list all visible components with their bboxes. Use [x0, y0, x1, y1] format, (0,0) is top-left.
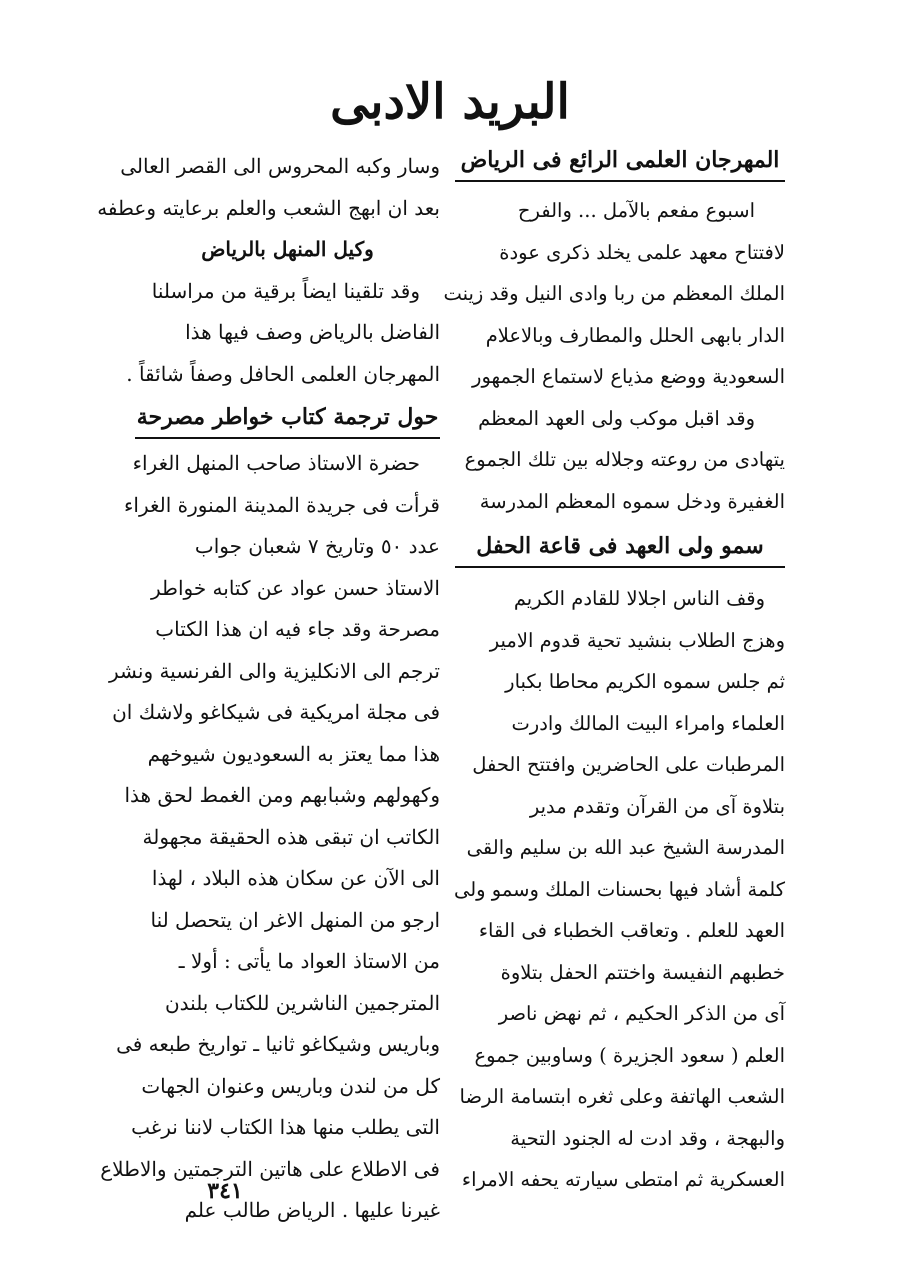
text-line: المهرجان العلمى الحافل وصفاً شائقاً .	[126, 361, 440, 386]
heading-underline	[135, 437, 440, 439]
section-heading-translation: حول ترجمة كتاب خواطر مصرحة	[136, 404, 439, 430]
right-column	[443, 140, 785, 1201]
text-line: الاستاذ حسن عواد عن كتابه خواطر	[150, 575, 440, 600]
text-line: الكاتب ان تبقى هذه الحقيقة مجهولة	[142, 824, 440, 849]
section-heading-festival: المهرجان العلمى الرائع فى الرياض	[460, 147, 780, 173]
text-line: بتلاوة آى من القرآن وتقدم مدير	[529, 794, 785, 818]
article-body-ceremony	[455, 578, 785, 1201]
article-body-continuation	[97, 146, 440, 395]
text-line: قرأت فى جريدة المدينة المنورة الغراء	[124, 492, 440, 517]
text-line: الملك المعظم من ربا وادى النيل وقد زينت	[443, 282, 785, 305]
section-heading-crown-prince: سمو ولى العهد فى قاعة الحفل	[476, 533, 764, 559]
text-line: الشعب الهاتفة وعلى ثغره ابتسامة الرضا	[459, 1085, 785, 1108]
text-line: التى يطلب منها هذا الكتاب لاننا نرغب	[131, 1115, 440, 1139]
text-line: كل من لندن وباريس وعنوان الجهات	[141, 1073, 440, 1098]
text-line: حضرة الاستاذ صاحب المنهل الغراء	[132, 451, 420, 475]
text-line: من الاستاذ العواد ما يأتى : أولا ـ	[178, 949, 440, 973]
text-line: المترجمين الناشرين للكتاب بلندن	[164, 990, 440, 1015]
text-line: الى الآن عن سكان هذه البلاد ، لهذا	[151, 866, 440, 890]
text-line: المرطبات على الحاضرين وافتتح الحفل	[472, 753, 785, 776]
text-line: الفاضل بالرياض وصف فيها هذا	[185, 320, 440, 344]
text-line: وهزج الطلاب بنشيد تحية قدوم الامير	[489, 628, 785, 652]
text-line: العلم ( سعود الجزيرة ) وساوبين جموع	[474, 1043, 785, 1067]
text-line: بعد ان ابهج الشعب والعلم برعايته وعطفه	[97, 195, 440, 220]
text-line: اسبوع مفعم بالآمل ... والفرح	[517, 199, 755, 222]
text-line: وباريس وشيكاغو ثانيا ـ تواريخ طبعه فى	[116, 1032, 440, 1056]
text-line: هذا مما يعتز به السعوديون شيوخهم	[147, 741, 440, 766]
page-title: البريد الادبى	[330, 74, 570, 130]
text-line: وقف الناس اجلالا للقادم الكريم	[513, 587, 765, 610]
text-line: لافتتاح معهد علمى يخلد ذكرى عودة	[499, 240, 785, 264]
article-body-translation	[100, 443, 440, 1232]
text-line: وقد اقبل موكب ولى العهد المعظم	[478, 406, 755, 430]
text-line: العسكرية ثم امتطى سيارته يحفه الامراء	[461, 1168, 785, 1191]
text-line: والبهجة ، وقد ادت له الجنود التحية	[510, 1126, 785, 1150]
text-line: العلماء وامراء البيت المالك وادرت	[511, 711, 785, 735]
left-column	[97, 140, 440, 1232]
signature-line: غيرنا عليها . الرياض طالب علم	[184, 1198, 440, 1222]
page-number: ٣٤١	[207, 1178, 243, 1204]
text-line: الغفيرة ودخل سموه المعظم المدرسة	[479, 489, 785, 513]
text-line: ترجم الى الانكليزية والى الفرنسية ونشر	[109, 658, 440, 683]
text-line: كلمة أشاد فيها بحسنات الملك وسمو ولى	[453, 877, 785, 901]
text-line: فى الاطلاع على هاتين الترجمتين والاطلاع	[100, 1156, 440, 1181]
text-line: عدد ٥٠ وتاريخ ٧ شعبان جواب	[194, 534, 440, 558]
text-line: فى مجلة امريكية فى شيكاغو ولاشك ان	[112, 700, 440, 724]
text-line: وسار وكبه المحروس الى القصر العالى	[120, 154, 440, 178]
text-line: مصرحة وقد جاء فيه ان هذا الكتاب	[155, 617, 440, 641]
text-line: الدار بابهى الحلل والمطارف وبالاعلام	[485, 323, 785, 347]
heading-underline	[455, 566, 785, 568]
text-line: العهد للعلم . وتعاقب الخطباء فى القاء	[478, 919, 785, 942]
text-line: آى من الذكر الحكيم ، ثم نهض ناصر	[498, 1002, 785, 1025]
text-line: المدرسة الشيخ عبد الله بن سليم والقى	[466, 836, 785, 859]
text-line: وقد تلقينا ايضاً برقية من مراسلنا	[151, 278, 420, 303]
signature-line: وكيل المنهل بالرياض	[201, 237, 374, 261]
text-line: يتهادى من روعته وجلاله بين تلك الجموع	[464, 448, 785, 471]
text-line: وكهولهم وشبابهم ومن الغمط لحق هذا	[124, 783, 440, 807]
text-line: ارجو من المنهل الاغر ان يتحصل لنا	[150, 907, 440, 932]
heading-underline	[455, 180, 785, 182]
article-body-festival	[443, 190, 785, 522]
text-line: خطبهم النفيسة واختتم الحفل بتلاوة	[500, 960, 785, 984]
text-line: ثم جلس سموه الكريم محاطا بكبار	[505, 670, 785, 693]
text-line: السعودية ووضع مذياع لاستماع الجمهور	[472, 365, 785, 388]
